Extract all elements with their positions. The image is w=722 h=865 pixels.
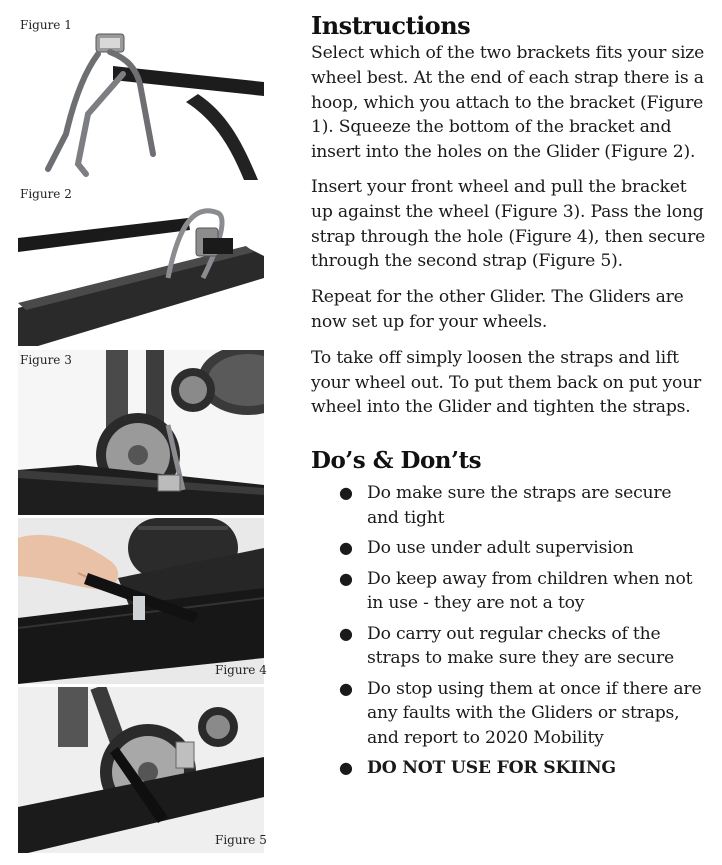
figure-5-label: Figure 5 <box>215 833 267 847</box>
bullet-icon: ● <box>339 483 353 503</box>
figure-5-image <box>18 687 264 853</box>
figure-2-image <box>18 208 264 348</box>
instructions-paragraph-1: Select which of the two brackets fits your size wheel best. At the end of each strap there is a hoop, which you attach to the bracket (Figure 1). Squeeze the bottom of the bracket and insert into the holes on the Glider (Figure 2). <box>311 43 705 163</box>
list-item-text: Do keep away from children when not in use - they are not a toy <box>367 568 693 614</box>
figure-3-image <box>18 350 264 515</box>
figure-column <box>0 0 275 865</box>
bullet-icon: ● <box>339 678 353 698</box>
list-item <box>311 756 706 781</box>
figure-2-label: Figure 2 <box>20 187 72 201</box>
instructions-paragraph-2: Insert your front wheel and pull the bracket up against the wheel (Figure 3). Pass the long strap through the hole (Figure 4), then secure through the second strap (Figure 5). <box>311 176 706 272</box>
list-item <box>311 481 706 530</box>
list-item-text: Do carry out regular checks of the straps to make sure they are secure <box>367 623 675 669</box>
list-item-text: Do stop using them at once if there are any faults with the Gliders or straps, and report to 2020 Mobility <box>367 678 702 748</box>
figure-1-image <box>18 14 264 180</box>
dos-donts-heading: Do’s & Don’ts <box>311 447 482 475</box>
figure-1-label: Figure 1 <box>20 18 72 32</box>
bullet-icon: ● <box>339 538 353 558</box>
instructions-paragraph-3: Repeat for the other Glider. The Gliders are now set up for your wheels. <box>311 287 684 332</box>
dos-donts-list <box>311 481 706 781</box>
figure-4-image <box>18 518 264 684</box>
bullet-icon: ● <box>339 623 353 643</box>
list-item-text: DO NOT USE FOR SKIING <box>367 758 616 779</box>
instructions-heading: Instructions <box>311 11 471 40</box>
figure-3-label: Figure 3 <box>20 353 72 367</box>
list-item-text: Do make sure the straps are secure and tight <box>367 483 672 528</box>
list-item <box>311 567 706 616</box>
instructions-paragraph-4: To take off simply loosen the straps and lift your wheel out. To put them back on put your wheel into the Glider and tighten the straps. <box>311 347 702 418</box>
list-item <box>311 622 706 671</box>
list-item-text: Do use under adult supervision <box>367 538 634 559</box>
text-column <box>311 12 706 781</box>
bullet-icon: ● <box>339 568 353 588</box>
list-item <box>311 677 706 751</box>
bullet-icon: ● <box>339 758 353 778</box>
figure-4-label: Figure 4 <box>215 663 267 677</box>
list-item <box>311 536 706 561</box>
